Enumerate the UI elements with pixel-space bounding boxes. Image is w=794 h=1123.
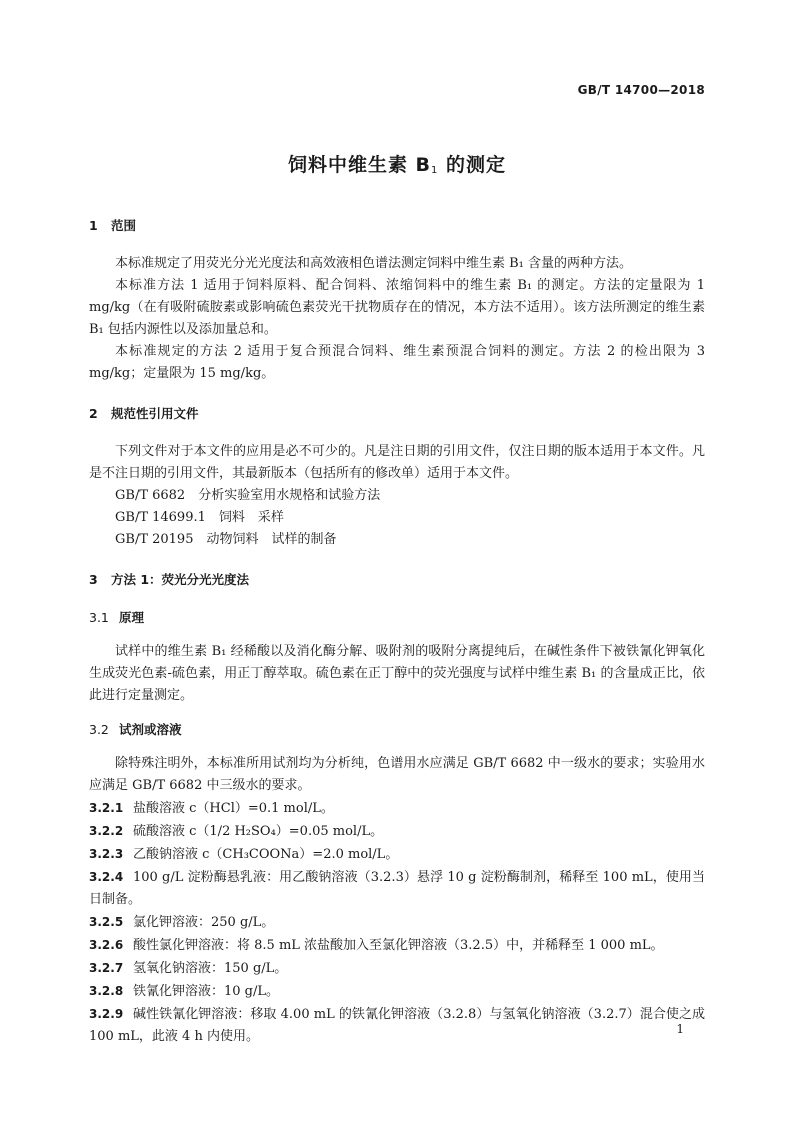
item-text: 100 g/L 淀粉酶悬乳液：用乙酸钠溶液（3.2.3）悬浮 10 g 淀粉酶制剂，稀释至 100 mL，使用当日制备。 bbox=[89, 870, 705, 907]
normative-reference: GB/T 6682 分析实验室用水规格和试验方法 bbox=[115, 488, 381, 503]
title-main: 饲料中维生素 B bbox=[287, 154, 432, 176]
item-text: 氯化钾溶液：250 g/L。 bbox=[133, 915, 275, 930]
section-3-heading bbox=[89, 569, 705, 591]
subsection-number: 3.1 bbox=[89, 610, 109, 625]
paragraph: 除特殊注明外，本标准所用试剂均为分析纯，色谱用水应满足 GB/T 6682 中一级水的要求；实验用水应满足 GB/T 6682 中三级水的要求。 bbox=[89, 756, 705, 793]
item-number: 3.2.6 bbox=[89, 938, 124, 952]
reagent-item bbox=[89, 843, 705, 866]
section-title: 范围 bbox=[111, 218, 137, 233]
section-number: 3 bbox=[89, 572, 98, 587]
reagent-item bbox=[89, 797, 705, 820]
section-number: 1 bbox=[89, 218, 98, 233]
item-number: 3.2.5 bbox=[89, 915, 124, 929]
reagent-item bbox=[89, 911, 705, 934]
item-text: 乙酸钠溶液 c（CH₃COONa）=2.0 mol/L。 bbox=[133, 847, 399, 862]
item-text: 硫酸溶液 c（1/2 H₂SO₄）=0.05 mol/L。 bbox=[133, 824, 384, 839]
item-number: 3.2.8 bbox=[89, 984, 124, 998]
section-1-heading bbox=[89, 215, 705, 237]
section-3-1-heading bbox=[89, 607, 705, 629]
title-subscript: 1 bbox=[431, 165, 439, 176]
paragraph: 本标准方法 1 适用于饲料原料、配合饲料、浓缩饲料中的维生素 B₁ 的测定。方法的定量限为 1 mg/kg（在有吸附硫胺素或影响硫色素荧光干扰物质存在的情况，本方法不适用）。该方法所测定的维生素 B₁ 包括内源性以及添加量总和。 bbox=[89, 278, 705, 337]
section-number: 2 bbox=[89, 406, 98, 421]
reagent-item bbox=[89, 934, 705, 957]
reagent-item bbox=[89, 957, 705, 980]
section-title: 规范性引用文件 bbox=[111, 406, 199, 421]
item-number: 3.2.1 bbox=[89, 801, 124, 815]
standard-code: GB/T 14700—2018 bbox=[577, 83, 705, 97]
section-3-2-heading bbox=[89, 719, 705, 741]
reagent-item bbox=[89, 820, 705, 843]
item-number: 3.2.3 bbox=[89, 847, 124, 861]
item-number: 3.2.2 bbox=[89, 824, 124, 838]
title-tail: 的测定 bbox=[438, 154, 507, 176]
reagent-item bbox=[89, 866, 705, 911]
subsection-title: 原理 bbox=[119, 610, 145, 625]
item-text: 盐酸溶液 c（HCl）=0.1 mol/L。 bbox=[133, 801, 334, 816]
section-title: 方法 1：荧光分光光度法 bbox=[111, 572, 250, 587]
paragraph: 下列文件对于本文件的应用是必不可少的。凡是注日期的引用文件，仅注日期的版本适用于本文件。凡是不注日期的引用文件，其最新版本（包括所有的修改单）适用于本文件。 bbox=[89, 444, 705, 481]
subsection-title: 试剂或溶液 bbox=[119, 722, 182, 737]
paragraph: 本标准规定的方法 2 适用于复合预混合饲料、维生素预混合饲料的测定。方法 2 的检出限为 3 mg/kg；定量限为 15 mg/kg。 bbox=[89, 344, 705, 381]
subsection-number: 3.2 bbox=[89, 722, 109, 737]
item-number: 3.2.7 bbox=[89, 961, 124, 975]
normative-reference: GB/T 14699.1 饲料 采样 bbox=[115, 510, 284, 525]
item-text: 酸性氯化钾溶液：将 8.5 mL 浓盐酸加入至氯化钾溶液（3.2.5）中，并稀释至 1 000 mL。 bbox=[133, 938, 664, 953]
item-text: 氢氧化钠溶液：150 g/L。 bbox=[133, 961, 288, 976]
paragraph: 本标准规定了用荧光分光光度法和高效液相色谱法测定饲料中维生素 B₁ 含量的两种方法。 bbox=[115, 256, 633, 271]
document-body bbox=[89, 215, 705, 1048]
section-2-heading bbox=[89, 403, 705, 425]
paragraph: 试样中的维生素 B₁ 经稀酸以及消化酶分解、吸附剂的吸附分离提纯后，在碱性条件下被铁氰化钾氧化生成荧光色素-硫色素，用正丁醇萃取。硫色素在正丁醇中的荧光强度与试样中维生素 B₁ 的含量成正比，依此进行定量测定。 bbox=[89, 644, 705, 703]
item-number: 3.2.4 bbox=[89, 870, 124, 884]
normative-reference: GB/T 20195 动物饲料 试样的制备 bbox=[115, 532, 337, 547]
item-text: 碱性铁氰化钾溶液：移取 4.00 mL 的铁氰化钾溶液（3.2.8）与氢氧化钠溶液（3.2.7）混合使之成 100 mL，此液 4 h 内使用。 bbox=[89, 1007, 705, 1044]
reagent-item bbox=[89, 980, 705, 1003]
item-text: 铁氰化钾溶液：10 g/L。 bbox=[133, 984, 280, 999]
page-number: 1 bbox=[676, 1022, 684, 1036]
item-number: 3.2.9 bbox=[89, 1007, 124, 1021]
document-title bbox=[0, 150, 794, 177]
reagent-item bbox=[89, 1003, 705, 1048]
